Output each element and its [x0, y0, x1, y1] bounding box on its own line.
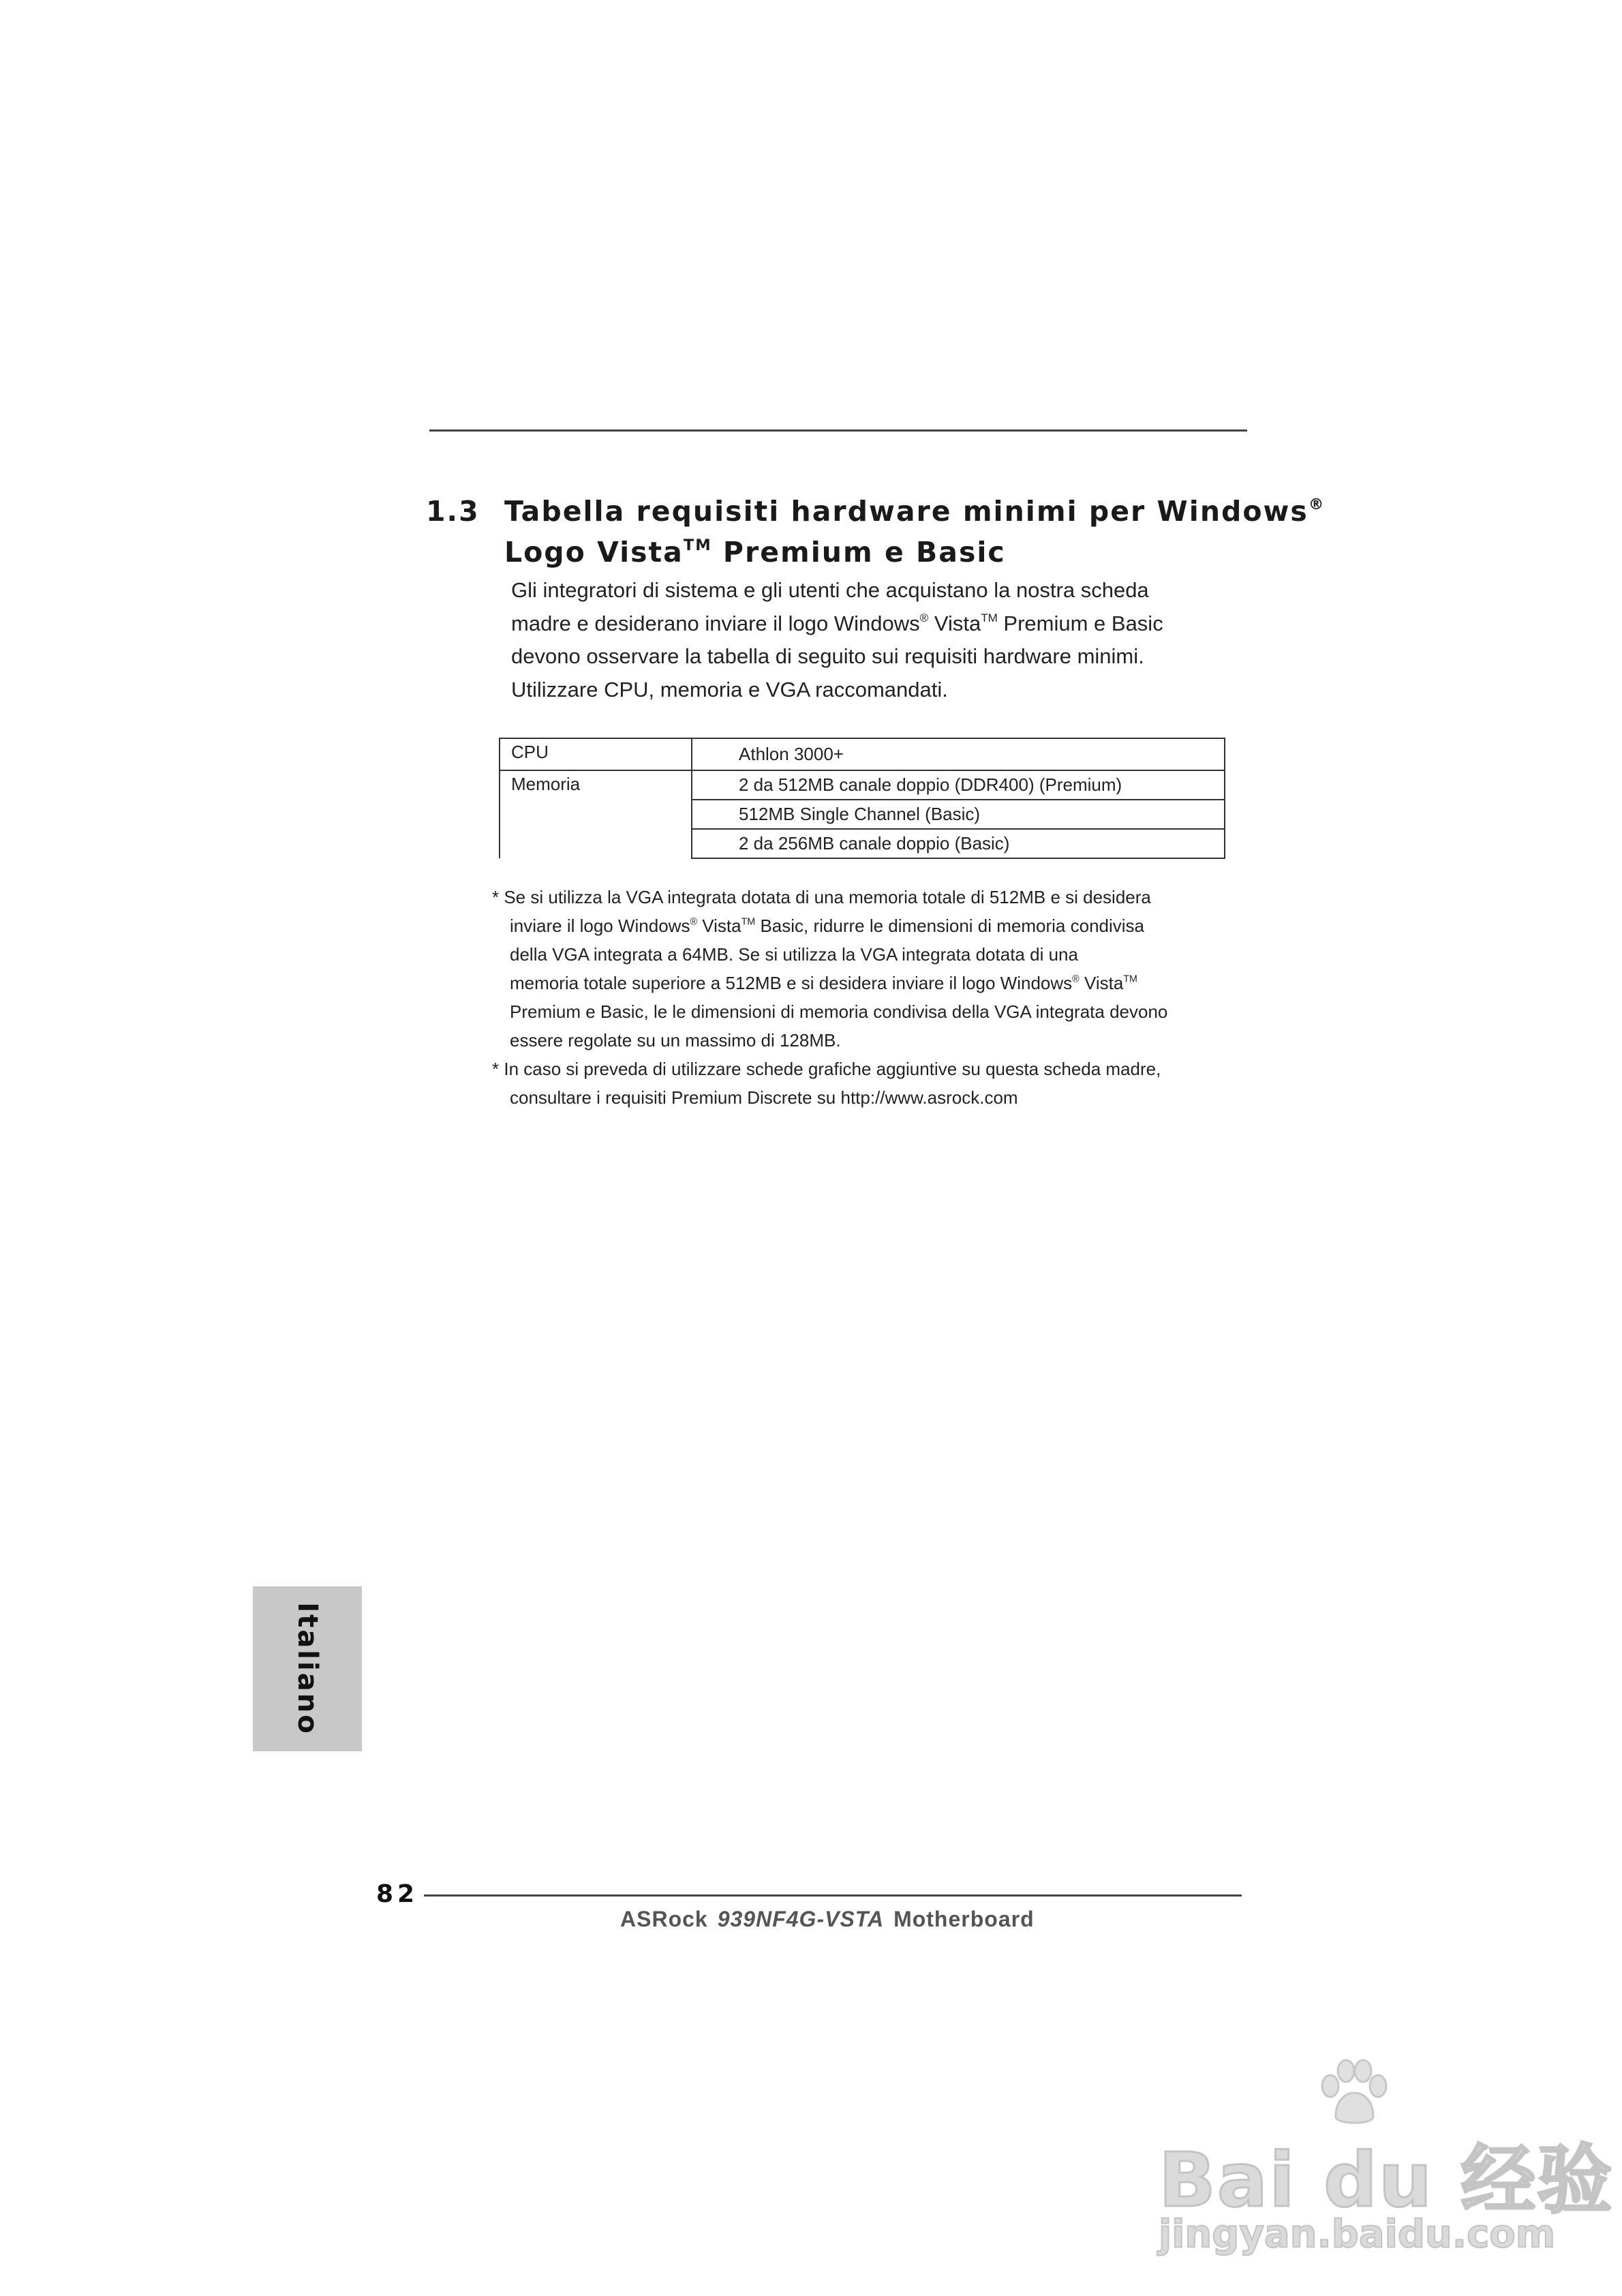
- section-title-line-2: Logo Vista™ Premium e Basic: [504, 536, 1006, 569]
- watermark-url: jingyan.baidu.com: [1159, 2212, 1556, 2256]
- paw-icon: [1315, 2059, 1390, 2127]
- baidu-watermark: [1159, 2059, 1614, 2263]
- section-number: 1.3: [426, 495, 480, 528]
- table-cell-label: Memoria: [500, 770, 692, 858]
- footer-caption: ASRock 939NF4G-VSTA Motherboard: [620, 1907, 1035, 1931]
- table-cell-value: Athlon 3000+: [692, 738, 1225, 770]
- table-cell-label: CPU: [500, 738, 692, 770]
- table-cell-value: 2 da 256MB canale doppio (Basic): [692, 829, 1225, 858]
- watermark-main-text: Bai du 经验: [1159, 2136, 1614, 2224]
- intro-paragraph: Gli integratori di sistema e gli utenti che acquistano la nostra scheda madre e desiderano inviare il logo Windows® Vista™ Premium e Basic devono osservare la tabella di seguito sui requisiti hardware minimi. Utilizzare CPU, memoria e VGA raccomandati.: [511, 578, 1163, 701]
- table-row: [500, 738, 1225, 770]
- language-side-tab: [253, 1586, 362, 1751]
- table-row: [500, 770, 1225, 800]
- table-cell-value: 2 da 512MB canale doppio (DDR400) (Premium): [692, 770, 1225, 800]
- language-label: Italiano: [292, 1602, 323, 1736]
- page-number: 82: [376, 1880, 419, 1908]
- bottom-rule: [424, 1894, 1242, 1897]
- section-title-line-1: Tabella requisiti hardware minimi per Windows®: [504, 495, 1326, 528]
- top-rule: [429, 429, 1247, 432]
- requirements-table: [499, 738, 1225, 859]
- table-cell-value: 512MB Single Channel (Basic): [692, 800, 1225, 829]
- footnotes: * Se si utilizza la VGA integrata dotata di una memoria totale di 512MB e si desidera inviare il logo Windows® Vista™ Basic, ridurre le dimensioni di memoria condivisa della VGA integrata a 64MB. Se si utilizza la VGA integrata dotata di una memoria totale superiore a 512MB e si desidera inviare il logo Windows® Vista™ Premium e Basic, le le dimensioni di memoria condivisa della VGA integrata devono essere regolate su un massimo di 128MB. * In caso si preveda di utilizzare schede grafiche aggiuntive su questa scheda madre, consultare i requisiti Premium Discrete su http://www.asrock.com: [492, 887, 1168, 1108]
